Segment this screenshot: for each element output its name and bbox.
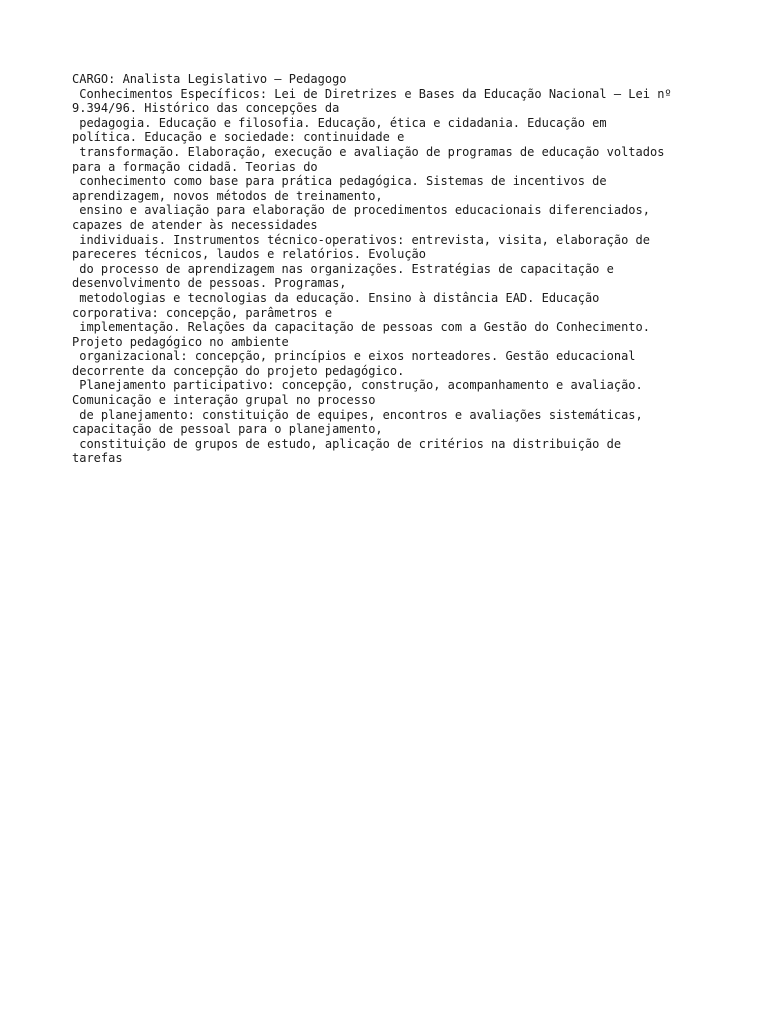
text-line: implementação. Relações da capacitação de pessoas com a Gestão do Conhecimento. <box>72 320 650 335</box>
text-line: capacitação de pessoal para o planejamento, <box>72 422 383 437</box>
text-line: Projeto pedagógico no ambiente <box>72 334 289 349</box>
text-line: política. Educação e sociedade: continuidade e <box>72 130 405 145</box>
text-line: pedagogia. Educação e filosofia. Educação, ética e cidadania. Educação em <box>72 115 607 130</box>
text-line: aprendizagem, novos métodos de treinamento, <box>72 188 383 203</box>
text-line: corporativa: concepção, parâmetros e <box>72 305 333 320</box>
text-line: constituição de grupos de estudo, aplicação de critérios na distribuição de <box>72 436 622 451</box>
text-line: tarefas <box>72 451 123 466</box>
text-line: Conhecimentos Específicos: Lei de Diretrizes e Bases da Educação Nacional – Lei nº <box>72 86 672 101</box>
text-line: desenvolvimento de pessoas. Programas, <box>72 276 347 291</box>
text-line: metodologias e tecnologias da educação. Ensino à distância EAD. Educação <box>72 290 600 305</box>
text-line: Planejamento participativo: concepção, construção, acompanhamento e avaliação. <box>72 378 643 393</box>
text-line: capazes de atender às necessidades <box>72 217 318 232</box>
text-line: CARGO: Analista Legislativo – Pedagogo <box>72 72 347 86</box>
text-line: individuais. Instrumentos técnico-operativos: entrevista, visita, elaboração de <box>72 232 650 247</box>
text-line: para a formação cidadã. Teorias do <box>72 159 318 174</box>
document-text <box>72 72 732 466</box>
text-line: 9.394/96. Histórico das concepções da <box>72 101 340 116</box>
text-line: transformação. Elaboração, execução e avaliação de programas de educação voltados <box>72 144 665 159</box>
text-line: Comunicação e interação grupal no processo <box>72 393 376 408</box>
text-line: conhecimento como base para prática pedagógica. Sistemas de incentivos de <box>72 174 607 189</box>
text-line: pareceres técnicos, laudos e relatórios. Evolução <box>72 247 427 262</box>
text-line: organizacional: concepção, princípios e eixos norteadores. Gestão educacional <box>72 349 636 364</box>
text-line: ensino e avaliação para elaboração de procedimentos educacionais diferenciados, <box>72 203 650 218</box>
text-line: do processo de aprendizagem nas organizações. Estratégias de capacitação e <box>72 261 614 276</box>
text-line: de planejamento: constituição de equipes, encontros e avaliações sistemáticas, <box>72 407 643 422</box>
text-line: decorrente da concepção do projeto pedagógico. <box>72 363 405 378</box>
